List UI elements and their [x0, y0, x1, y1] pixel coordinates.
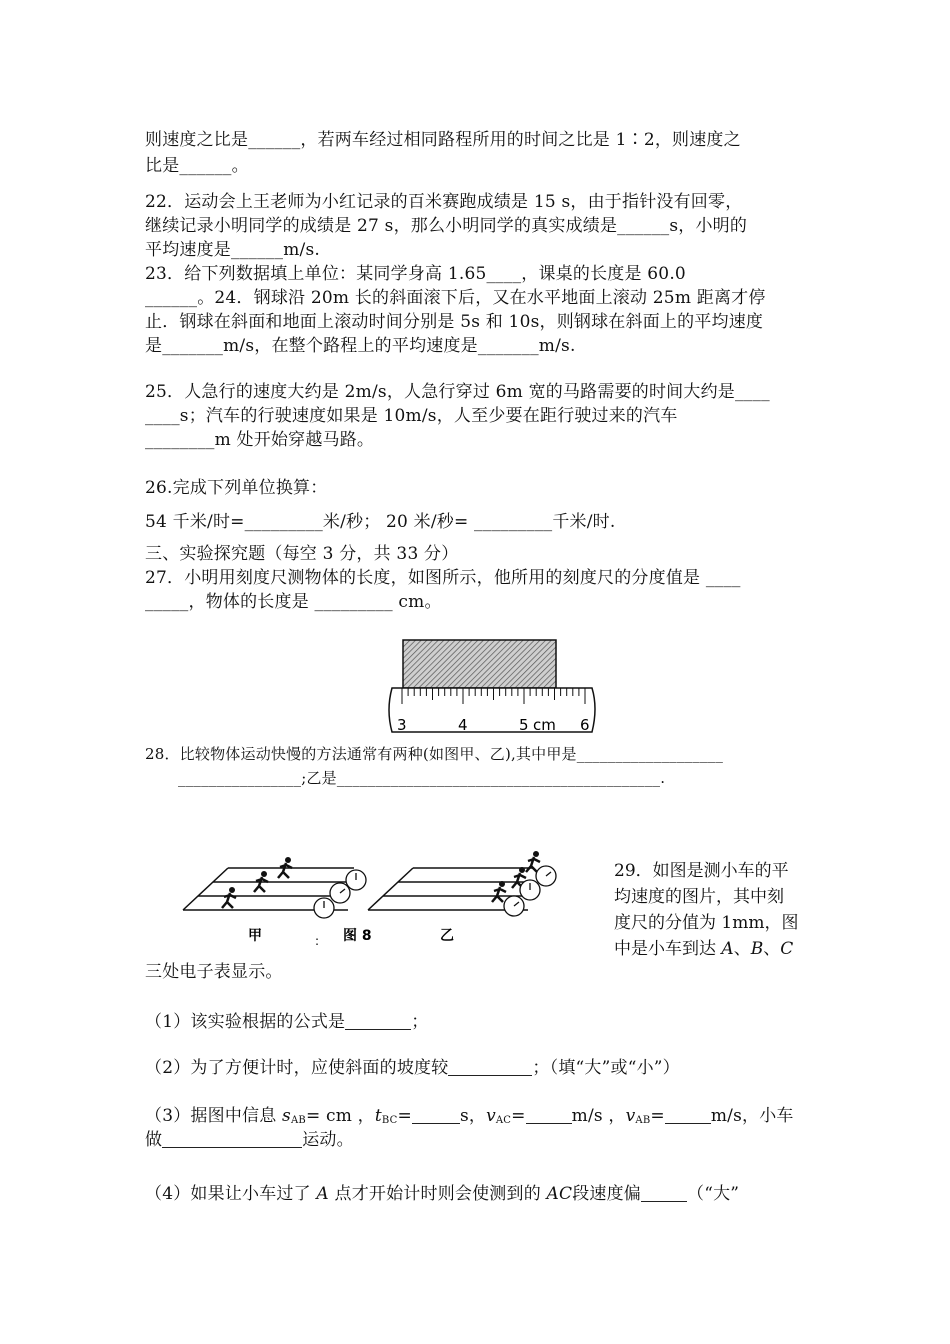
question-27-line1: 27．小明用刻度尺测物体的长度，如图所示，他所用的刻度尺的分度值是 ____ [145, 568, 741, 588]
section-3-heading: 三、实验探究题（每空 3 分，共 33 分） [145, 544, 459, 564]
question-25-line1: 25．人急行的速度大约是 2m/s，人急行穿过 6m 宽的马路需要的时间大约是____ [145, 382, 770, 402]
ruler-label-6: 6 [580, 716, 590, 734]
question-29-line4: 中是小车到达 A、B、C [614, 939, 794, 959]
question-29-part1: （1）该实验根据的公式是 ； [145, 1012, 429, 1032]
question-29-line1: 29．如图是测小车的平 [614, 861, 789, 881]
answer-blank[interactable] [345, 1011, 411, 1030]
question-29-line3: 度尺的分值为 1mm，图 [614, 913, 799, 933]
question-24-line1: 止．钢球在斜面和地面上滚动时间分别是 5s 和 10s，则钢球在斜面上的平均速度 [145, 312, 764, 332]
ruler-label-5: 5 [519, 716, 529, 734]
question-29-intro [614, 858, 809, 962]
question-24-line2: 是_______m/s，在整个路程上的平均速度是_______m/s. [145, 336, 576, 356]
question-29-part3-line1: （3）据图中信息 $s_{AB}=$ cm ，$t_{BC}= s$，$v_{AC}= m/s$ ，$v_{AB}= m/s$，小车 [145, 1106, 794, 1126]
answer-blank[interactable] [526, 1105, 572, 1124]
answer-blank[interactable] [448, 1057, 532, 1076]
runner-icon [222, 887, 236, 908]
answer-blank[interactable] [162, 1129, 302, 1148]
question-28-line2: ________________;乙是__________________________________________. [178, 769, 666, 787]
runner-icon [492, 881, 506, 902]
measured-block [403, 640, 556, 688]
ruler-label-3: 3 [397, 716, 407, 734]
question-22-line2: 继续记录小明同学的成绩是 27 s，那么小明同学的真实成绩是______s，小明的 [145, 216, 748, 236]
question-23-24-line: ______。24．钢球沿 20m 长的斜面滚下后，又在水平地面上滚动 25m 距离才停 [145, 288, 766, 308]
question-29-part3-line2: 做 运动。 [145, 1130, 354, 1150]
question-23-line1: 23．给下列数据填上单位：某同学身高 1.65____，课桌的长度是 60.0 [145, 264, 686, 284]
ruler-label-cm: cm [533, 716, 556, 734]
question-29-part4: （4）如果让小车过了 A 点才开始计时则会使测到的 AC段速度偏 （“大” [145, 1184, 740, 1204]
ruler-figure [380, 630, 620, 740]
figure-label-colon: : [315, 934, 320, 948]
runner-icons [222, 851, 540, 908]
text-line: 则速度之比是______，若两车经过相同路程所用的时间之比是 1∶2，则速度之 [145, 130, 741, 150]
text-line: 比是______。 [145, 156, 249, 176]
figure-label-jia: 甲 [248, 928, 262, 944]
question-22-line1: 22．运动会上王老师为小红记录的百米赛跑成绩是 15 s，由于指针没有回零， [145, 192, 743, 212]
question-29-line2: 均速度的图片，其中刻 [614, 887, 784, 907]
question-26-conversions: 54 千米/时=_________米/秒； 20 米/秒= _________千米/时. [145, 512, 616, 532]
race-figure [178, 848, 568, 953]
question-25-line3: ________m 处开始穿越马路。 [145, 430, 375, 450]
answer-blank[interactable] [641, 1183, 687, 1202]
question-29-part2: （2）为了方便计时，应使斜面的坡度较 ；（填“大”或“小”） [145, 1058, 680, 1078]
figure-label-yi: 乙 [440, 928, 454, 944]
question-25-line2: ____s；汽车的行驶速度如果是 10m/s，人至少要在距行驶过来的汽车 [145, 406, 678, 426]
question-26-title: 26.完成下列单位换算： [145, 478, 328, 498]
runner-icon [526, 851, 540, 872]
figure-label-fig8: 图 8 [343, 928, 372, 944]
question-27-line2: _____，物体的长度是 _________ cm。 [145, 592, 442, 612]
answer-blank[interactable] [665, 1105, 711, 1124]
answer-blank[interactable] [412, 1105, 460, 1124]
question-22-line3: 平均速度是______m/s. [145, 240, 320, 260]
question-28-line1: 28．比较物体运动快慢的方法通常有两种(如图甲、乙),其中甲是___________________ [145, 745, 724, 763]
ruler-label-4: 4 [458, 716, 468, 734]
question-29-line5: 三处电子表显示。 [145, 962, 283, 982]
